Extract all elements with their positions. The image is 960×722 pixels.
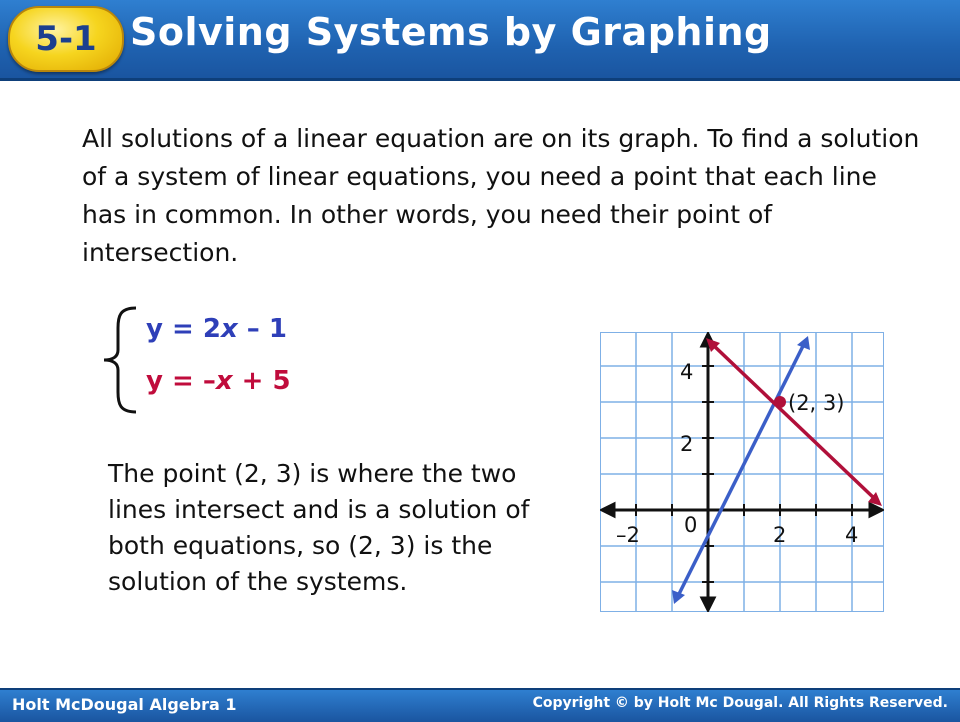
equation-1-lhs: y = 2 [146, 314, 221, 344]
lesson-badge: 5-1 [8, 6, 124, 72]
equation-1-rhs: – 1 [237, 314, 287, 344]
page-title: Solving Systems by Graphing [130, 10, 772, 54]
intersection-point [774, 396, 786, 408]
x-tick-label-2: 2 [773, 523, 787, 547]
coordinate-graph [600, 332, 884, 612]
equation-2-lhs: y = – [146, 366, 216, 396]
footer-copyright: Copyright © by Holt Mc Dougal. All Rights Reserved. [532, 695, 948, 711]
y-tick-label-4: 4 [680, 360, 694, 384]
origin-label: 0 [684, 513, 698, 537]
x-tick-label-neg2: –2 [616, 523, 640, 547]
intro-paragraph: All solutions of a linear equation are on its graph. To find a solution of a system of linear equations, you need a point that each line has in common. In other words, you need their point of intersection. [82, 124, 920, 267]
equation-2 [146, 366, 291, 396]
equation-1-var: x [220, 314, 238, 344]
explanation-paragraph: The point (2, 3) is where the two lines intersect and is a solution of both equations, so (2, 3) is the solution of the systems. [108, 459, 530, 596]
equation-2-rhs: + 5 [232, 366, 291, 396]
equation-1 [146, 314, 287, 344]
title-bar [0, 0, 960, 81]
y-tick-label-2: 2 [680, 432, 694, 456]
system-brace [100, 306, 140, 414]
footer-course: Holt McDougal Algebra 1 [12, 695, 237, 714]
footer-bar [0, 688, 960, 722]
intersection-label: (2, 3) [788, 391, 845, 415]
equation-2-var: x [215, 366, 233, 396]
x-tick-label-4: 4 [845, 523, 859, 547]
